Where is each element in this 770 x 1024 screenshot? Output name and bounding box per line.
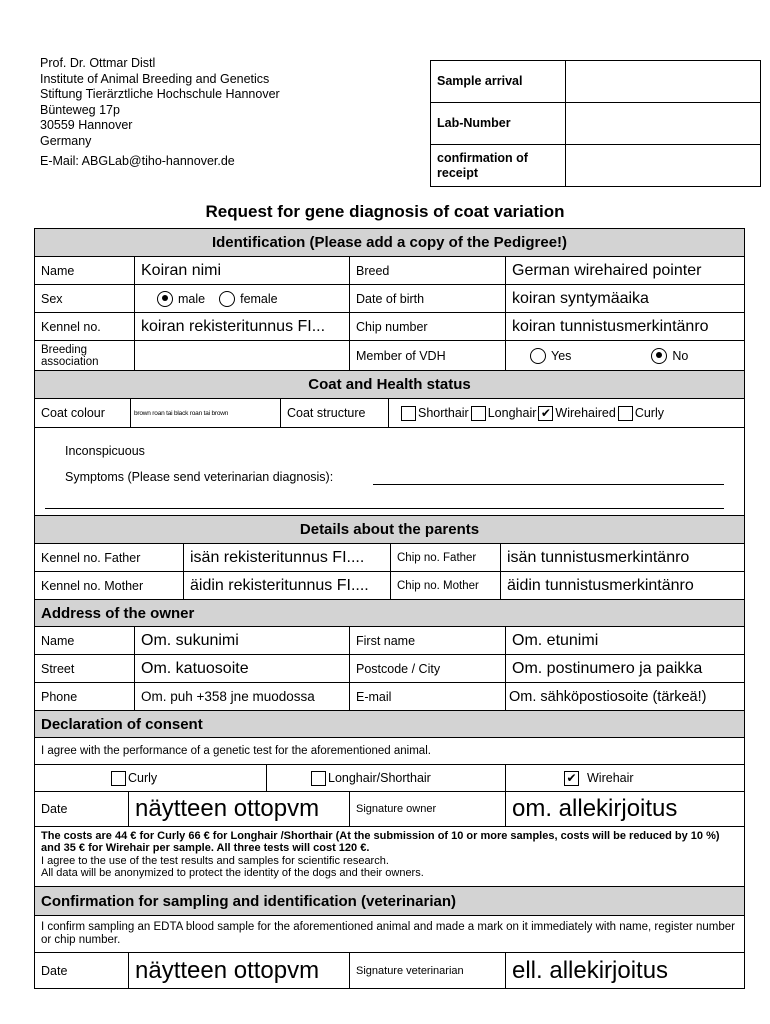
confirmation-label: confirmation of receipt: [431, 145, 566, 187]
lab-number-label: Lab-Number: [431, 103, 566, 145]
father-chip-label: Chip no. Father: [391, 544, 501, 571]
sample-arrival-field[interactable]: [566, 61, 761, 103]
lab-address: [40, 56, 280, 170]
father-kennel-field[interactable]: isän rekisteritunnus FI....: [184, 544, 391, 571]
vet-signature-label: Signature veterinarian: [350, 953, 506, 988]
mother-kennel-label: Kennel no. Mother: [35, 572, 184, 599]
father-kennel-label: Kennel no. Father: [35, 544, 184, 571]
kennel-label: Kennel no.: [35, 313, 135, 340]
coat-colour-label: Coat colour: [35, 399, 131, 427]
chip-field[interactable]: koiran tunnistusmerkintänro: [512, 317, 709, 335]
breeding-field[interactable]: [135, 341, 350, 370]
vdh-radio-group: [506, 341, 744, 370]
address-line: Prof. Dr. Ottmar Distl: [40, 56, 156, 70]
symptoms-line[interactable]: [373, 484, 724, 485]
anonymized-text: All data will be anonymized to protect the identity of the dogs and their owners.: [41, 867, 424, 880]
costs-block: [35, 827, 744, 887]
longhair-checkbox[interactable]: [471, 406, 486, 421]
consent-agree-text: I agree with the performance of a genetic test for the aforementioned animal.: [35, 738, 744, 765]
vet-confirm-text: I confirm sampling an EDTA blood sample for the aforementioned animal and made a mark on it immediately with name, register number or chip number.: [35, 916, 744, 953]
mother-chip-label: Chip no. Mother: [391, 572, 501, 599]
mother-chip-field[interactable]: äidin tunnistusmerkintänro: [507, 576, 694, 594]
male-label: male: [178, 291, 206, 306]
vet-header: Confirmation for sampling and identification (veterinarian): [35, 887, 744, 915]
longhair-test-checkbox[interactable]: [311, 771, 326, 786]
owner-name-label: Name: [35, 627, 135, 654]
symptoms-line-2[interactable]: [45, 508, 724, 509]
shorthair-label: Shorthair: [418, 406, 469, 420]
lab-number-field[interactable]: [566, 103, 761, 145]
document-title: Request for gene diagnosis of coat variation: [205, 202, 565, 221]
inconspicuous-label: Inconspicuous: [65, 444, 145, 458]
costs-text: The costs are 44 € for Curly 66 € for Longhair /Shorthair (At the submission of 10 or more samples, costs will be reduced by 10 %) and 35 € for Wirehair per sample. All three tests will cost 120 €.: [41, 830, 720, 855]
vet-date-label: Date: [35, 953, 129, 988]
symptoms-label: Symptoms (Please send veterinarian diagnosis):: [65, 470, 334, 484]
chip-label: Chip number: [350, 313, 506, 340]
identification-header: Identification (Please add a copy of the Pedigree!): [35, 229, 744, 256]
owner-signature-label: Signature owner: [350, 792, 506, 826]
receipt-table: [430, 60, 761, 187]
sex-label: Sex: [35, 285, 135, 312]
vet-signature-field[interactable]: ell. allekirjoitus: [512, 956, 669, 984]
dob-label: Date of birth: [350, 285, 506, 312]
owner-email-label: E-mail: [350, 683, 506, 710]
address-line: Germany: [40, 133, 92, 148]
male-radio[interactable]: [157, 291, 173, 307]
lab-email: E-Mail: ABGLab@tiho-hannover.de: [40, 154, 235, 168]
shorthair-checkbox[interactable]: [401, 406, 416, 421]
wirehair-test-option: [506, 765, 744, 791]
longhair-test-label: Longhair/Shorthair: [328, 771, 431, 785]
owner-signature-field[interactable]: om. allekirjoitus: [512, 795, 678, 822]
street-label: Street: [35, 655, 135, 682]
curly-test-label: Curly: [128, 771, 158, 785]
female-radio[interactable]: [219, 291, 235, 307]
owner-date-field[interactable]: näytteen ottopvm: [129, 792, 350, 826]
wirehair-test-checkbox[interactable]: ✔: [564, 771, 579, 786]
vet-date-field[interactable]: näytteen ottopvm: [129, 953, 350, 988]
coat-structure-options: [389, 399, 744, 427]
female-label: female: [240, 291, 278, 306]
mother-kennel-field[interactable]: äidin rekisteritunnus FI....: [184, 572, 391, 599]
breed-field[interactable]: German wirehaired pointer: [512, 261, 702, 279]
phone-label: Phone: [35, 683, 135, 710]
kennel-field[interactable]: koiran rekisteritunnus FI...: [135, 313, 350, 340]
longhair-label: Longhair: [487, 406, 537, 420]
owner-email-field[interactable]: Om. sähköpostiosoite (tärkeä!): [509, 688, 707, 705]
address-line: Bünteweg 17p: [40, 102, 120, 117]
breed-label: Breed: [350, 257, 506, 284]
longhair-test-option: [267, 765, 506, 791]
wirehaired-checkbox[interactable]: ✔: [538, 406, 553, 421]
vdh-yes-label: Yes: [551, 348, 572, 363]
coat-header: Coat and Health status: [35, 371, 744, 398]
curly-test-checkbox[interactable]: [111, 771, 126, 786]
confirmation-field[interactable]: [566, 145, 761, 187]
postcode-label: Postcode / City: [350, 655, 506, 682]
wirehair-test-label: Wirehair: [587, 771, 634, 785]
parents-header: Details about the parents: [35, 516, 744, 543]
vdh-yes-radio[interactable]: [530, 348, 546, 364]
research-consent-text: I agree to the use of the test results and samples for scientific research.: [41, 854, 389, 867]
sample-arrival-label: Sample arrival: [431, 61, 566, 103]
address-line: 30559 Hannover: [40, 118, 133, 132]
vdh-no-label: No: [672, 348, 689, 363]
name-label: Name: [35, 257, 135, 284]
owner-header: Address of the owner: [35, 600, 744, 626]
phone-field[interactable]: Om. puh +358 jne muodossa: [135, 683, 350, 710]
postcode-field[interactable]: Om. postinumero ja paikka: [512, 659, 703, 677]
sex-radio-group: [135, 285, 350, 312]
coat-structure-label: Coat structure: [281, 399, 389, 427]
request-form: [34, 228, 745, 989]
first-name-field[interactable]: Om. etunimi: [512, 631, 599, 649]
father-chip-field[interactable]: isän tunnistusmerkintänro: [507, 548, 690, 566]
health-block: [35, 428, 744, 516]
owner-date-label: Date: [35, 792, 129, 826]
first-name-label: First name: [350, 627, 506, 654]
address-line: Institute of Animal Breeding and Genetics: [40, 71, 270, 86]
coat-colour-field[interactable]: brown roan tai black roan tai brown: [131, 399, 281, 427]
curly-test-option: [35, 765, 267, 791]
address-line: Stiftung Tierärztliche Hochschule Hannover: [40, 87, 280, 101]
street-field[interactable]: Om. katuosoite: [135, 655, 350, 682]
dob-field[interactable]: koiran syntymäaika: [512, 289, 649, 307]
curly-label: Curly: [634, 406, 664, 420]
curly-checkbox[interactable]: [618, 406, 633, 421]
consent-header: Declaration of consent: [35, 711, 744, 737]
dog-name-field[interactable]: Koiran nimi: [135, 257, 350, 284]
breeding-label: Breeding association: [35, 341, 135, 370]
vdh-no-radio[interactable]: [651, 348, 667, 364]
wirehaired-label: Wirehaired: [555, 406, 616, 420]
owner-name-field[interactable]: Om. sukunimi: [135, 627, 350, 654]
vdh-label: Member of VDH: [350, 341, 506, 370]
